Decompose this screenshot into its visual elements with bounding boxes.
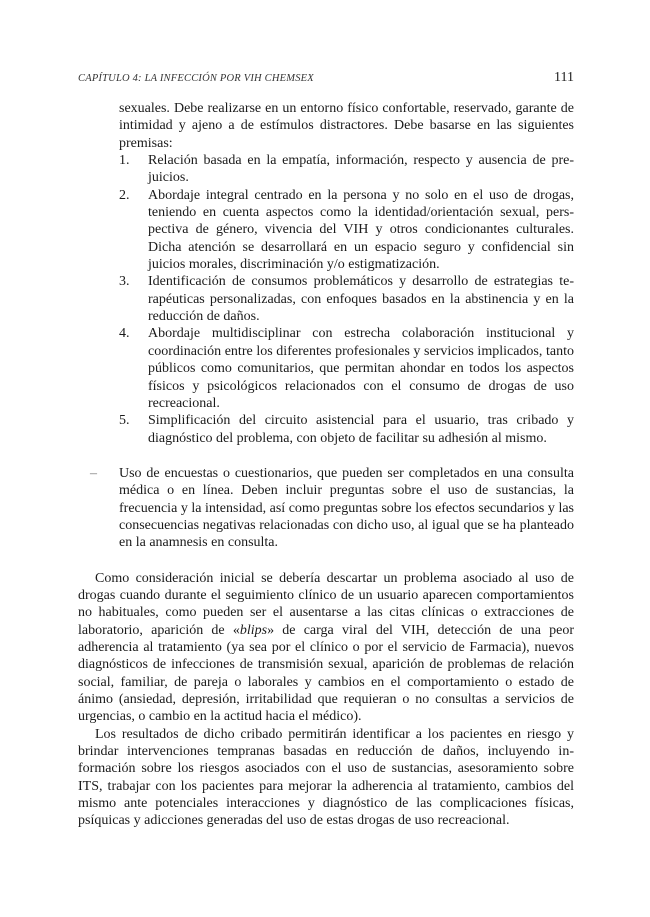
page-number: 111 [554, 70, 574, 85]
running-header [78, 70, 574, 86]
intro-paragraph: sexuales. Debe realizarse en un entorno físico confortable, reservado, garante de intimidad y ajeno a de estímulos distractores. Debe basarse en las siguientes premisas: [119, 101, 574, 151]
premises-list [119, 152, 574, 447]
premise-item [119, 412, 574, 447]
premise-number: 2. [119, 187, 130, 203]
premise-item [119, 325, 574, 412]
premise-item [119, 273, 574, 325]
premise-number: 3. [119, 274, 130, 290]
chapter-title: CAPÍTULO 4: LA INFECCIÓN POR VIH CHEMSEX [78, 73, 314, 84]
paragraph-screening-results: Los resultados de dicho cribado permitirán identificar a los pacientes en riesgo y brindar intervenciones tempranas basadas en reducción de daños, incluyendo información sobre los riesgos asociados con el uso de sustancias, asesoramiento sobre ITS, trabajar con los pacientes para mejorar la adherencia al tratamiento, cambios del mismo ante potenciales interacciones y diagnóstico de las complicaciones físicas, psíquicas y adicciones generadas del uso de estas drogas de uso recreacional. [78, 726, 574, 829]
premise-text: Abordaje integral centrado en la persona y no solo en el uso de drogas, teniendo en cuenta aspectos como la identidad/orientación sexual, perspectiva de género, vivencia del VIH y otros condicionantes culturales. Dicha atención se desarrollará en un espacio seguro y confidencial sin juicios morales, discriminación y/o estigmatización. [148, 187, 574, 273]
premise-item [119, 187, 574, 274]
premise-number: 1. [119, 153, 130, 169]
premise-text: Relación basada en la empatía, información, respecto y ausencia de prejuicios. [148, 153, 574, 186]
paragraph-text: Como consideración inicial se debería descartar un problema asociado al uso de drogas cuando durante el seguimiento clínico de un usuario aparecen comportamientos no habituales, como pueden ser el ausentarse a las citas clínicas o extracciones de laboratorio, aparición de « [78, 570, 574, 638]
premise-text: Identificación de consumos problemáticos y desarrollo de estrategias terapéuticas personalizadas, con enfoques basados en la abstinencia y en la reducción de daños. [148, 274, 574, 325]
paragraph-text: » de carga viral del VIH, detección de una peor adherencia al tratamiento (ya sea por el clínico o por el servicio de Farmacia), nuevos diagnósticos de infecciones de transmisión sexual, aparición de problemas de relación social, familiar, de pareja o laborales y cambios en el comportamiento o estado de ánimo (ansiedad, depresión, irritabilidad que requieran o no consultas a servicios de urgencias, o cambio en la actitud hacia el médico). [78, 622, 575, 725]
premise-text: Simplificación del circuito asistencial para el usuario, tras cribado y diagnóstico del problema, con objeto de facilitar su adhesión al mismo. [148, 413, 574, 446]
dash-bullet: – [90, 465, 97, 481]
questionnaire-item [90, 465, 574, 552]
emphasis-blips: blips [239, 622, 268, 638]
questionnaire-text: Uso de encuestas o cuestionarios, que pueden ser completados en una consulta médica o en línea. Deben incluir preguntas sobre el uso de sustancias, la frecuencia y la intensidad, así como preguntas sobre los efectos secundarios y las consecuencias negativas relacionadas con dicho uso, al igual que se ha planteado en la anamnesis en consulta. [119, 465, 574, 551]
premise-text: Abordaje multidisciplinar con estrecha colaboración institucional y coordinación entre los diferentes profesionales y servicios implicados, tanto públicos como comunitarios, que permitan ahondar en todos los aspectos físicos y psicológicos relacionados con el consumo de drogas de uso recreacional. [148, 326, 574, 411]
premise-number: 4. [119, 326, 130, 342]
body-text [78, 100, 574, 830]
premise-item [119, 152, 574, 187]
premise-number: 5. [119, 413, 130, 429]
paragraph-initial-consideration [78, 570, 574, 726]
